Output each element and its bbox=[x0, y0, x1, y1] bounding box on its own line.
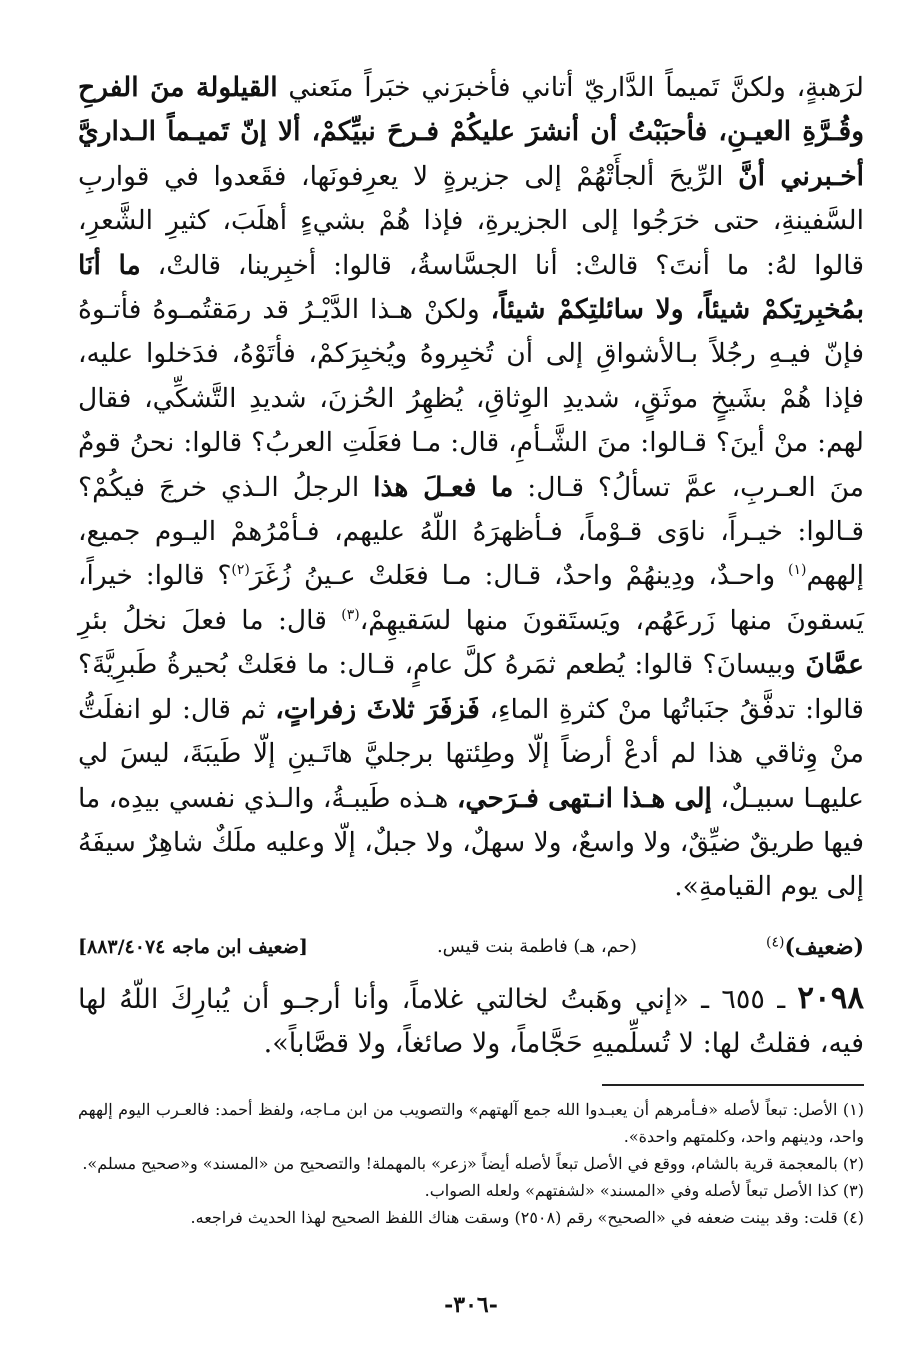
text-segment: الرجلُ الـذي خرجَ فيكُمْ؟ قـالوا: خيـراً، ناوَى قـوْماً، فـأظهرَهُ اللّهُ عليهم، فـأمْرُهمْ اليـوم جميع، إلههم bbox=[78, 471, 864, 592]
hadith-2098-text: ـ ٦٥٥ ـ «إني وهَبتُ لخالتي غلاماً، وأنا أرجـو أن يُبارِكَ اللّهُ لها فيه، فقلتُ لها: لا تُسلِّميهِ حَجَّاماً، ولا صائغاً، ولا قصَّاباً». bbox=[78, 983, 864, 1060]
footnote-2: (٢) بالمعجمة قرية بالشام، ووقع في الأصل تبعاً لأصله أيضاً «زعر» بالمهملة! والتصحيح من «المسند» و«صحيح مسلم». bbox=[82, 1154, 864, 1173]
bold-text-segment: إلى هـذا انـتهى فـرَحي، bbox=[456, 782, 712, 814]
text-segment: وبيسانَ؟ قالوا: يُطعم ثمَرهُ كلَّ عامٍ، قـال: ما فعَلتْ بُحيرةُ طَبرِيَّةَ؟ قالوا: تدفَّقُ جنَباتُها منْ كثرةِ الماءِ، bbox=[78, 649, 864, 725]
hadith-text-continued bbox=[78, 66, 864, 910]
bold-text-segment: ما فعـلَ هذا bbox=[373, 471, 514, 503]
book-page bbox=[78, 66, 864, 1316]
hadith-2098 bbox=[78, 976, 864, 1067]
text-segment: قال: ما فعلَ نخلُ بئرِ bbox=[78, 604, 342, 636]
text-segment: لرَهبةٍ، ولكنَّ تَميماً الدَّاريّ أتاني فأخبرَني خبَراً منَعني bbox=[277, 72, 864, 103]
bold-text-segment: ما أنَا بمُخبِرتِكمْ شيئاً، ولا سائلتِكمْ شيئاً، bbox=[78, 249, 864, 326]
hadith-number: ٢٠٩٨ bbox=[797, 979, 865, 1016]
footnote-divider bbox=[602, 1084, 864, 1086]
footnote-marker[interactable]: (٣) bbox=[341, 607, 360, 624]
grading-reference: [ضعيف ابن ماجه ٨٨٣/٤٠٧٤] bbox=[78, 935, 308, 958]
text-segment: ؟ قالوا: خيراً، يَسقونَ منها زَرعَهُم، ويَستَقونَ منها لسَقيهِمْ، bbox=[78, 560, 864, 636]
footnote-marker[interactable]: (٤) bbox=[766, 934, 785, 951]
footnote-marker[interactable]: (١) bbox=[788, 562, 807, 579]
text-segment: واحـدٌ، ودِينهُمْ واحدٌ، قـال: مـا فعَلتْ عـينُ زُغَرَ bbox=[249, 560, 789, 592]
page-number: -٣٠٦- bbox=[444, 1292, 498, 1318]
grading-verdict-group bbox=[766, 934, 864, 960]
grading-source: (حم، هـ) فاطمة بنت قيس. bbox=[436, 936, 637, 958]
hadith-grading-row bbox=[78, 922, 864, 972]
bold-text-segment: فَزفَرَ ثلاثَ زفراتٍ، bbox=[275, 693, 480, 725]
bold-text-segment: عمَّانَ bbox=[805, 649, 864, 681]
text-segment: ثم قال: لو انفلَتُّ منْ وِثاقي هذا لم أدعْ أرضاً إلّا وطِئتها برجليَّ هاتَـينِ إلّا طَيبَةَ، ليسَ لي عليهـا سبيـلٌ، bbox=[78, 693, 864, 814]
text-segment: الرِّيحَ ألجأَتْهُمْ إلى جزيرةٍ لا يعرِفونَها، فقَعدوا في قواربِ السَّفينةِ، حتى خرَجُوا إلى الجزيرةِ، فإذا هُمْ بشيءٍ أهلَبَ، كثيرِ الشَّعرِ، قالوا لهُ: ما أنتَ؟ قالتْ: أنا الجسَّاسةُ، قالوا: أخبِرينا، قالتْ، bbox=[78, 160, 864, 281]
footnote-4: (٤) قلت: وقد بينت ضعفه في «الصحيح» رقم (٢٥٠٨) وسقت هناك اللفظ الصحيح لهذا الحديث فراجعه. bbox=[190, 1208, 864, 1227]
footnote-marker[interactable]: (٢) bbox=[231, 562, 250, 579]
text-segment: ولكنْ هـذا الدَّيْـرُ قد رمَقتُمـوهُ فأتـوهُ فإنّ فيـهِ رجُلاً بـالأشواقِ إلى أن تُخبِروهُ ويُخبِرَكمْ، فأتَوْهُ، فدَخلوا عليه، فإذا هُمْ بشَيخٍ موثَقٍ، شديدِ الوِثاقِ، يُظهِرُ الحُزنَ، شديدِ التَّشكِّي، فقال لهم: منْ أينَ؟ قـالوا: منَ الشَّـأمِ، قال: مـا فعَلَتِ العربُ؟ قالوا: نحنُ قومٌ منَ العـربِ، عمَّ تسألُ؟ قـال: bbox=[78, 294, 864, 503]
grading-verdict: (ضعيف) bbox=[784, 933, 864, 960]
text-segment: هـذه طَيبـةُ، والـذي نفسي بيدِه، ما فيها طريقٌ ضيِّقٌ، ولا واسعٌ، ولا سهلٌ، ولا جبلٌ، إلّا وعليه ملَكٌ شاهِرٌ سيفَهُ إلى يوم القيامةِ». bbox=[77, 782, 864, 903]
footnote-3: (٣) كذا الأصل تبعاً لأصله وفي «المسند» «لشفتهم» ولعله الصواب. bbox=[424, 1181, 864, 1200]
footnotes bbox=[78, 1096, 864, 1231]
footnote-1: (١) الأصل: تبعاً لأصله «فـأمرهم أن يعبـدوا الله جمع آلهتهم» والتصويب من ابن مـاجه، ولفظ أحمد: فالعـرب اليوم إلههم واحد، ودينهم واحد، وكلمتهم واحدة». bbox=[78, 1100, 864, 1146]
bold-text-segment: القيلولة منَ الفرحِ وقُـرَّةِ العيـنِ، فأحبَبْتُ أن أنشرَ عليكُمْ فـرحَ نبيِّكمْ، ألا إنّ تَميـماً الـداريَّ أخـبرني أنَّ bbox=[78, 72, 864, 192]
